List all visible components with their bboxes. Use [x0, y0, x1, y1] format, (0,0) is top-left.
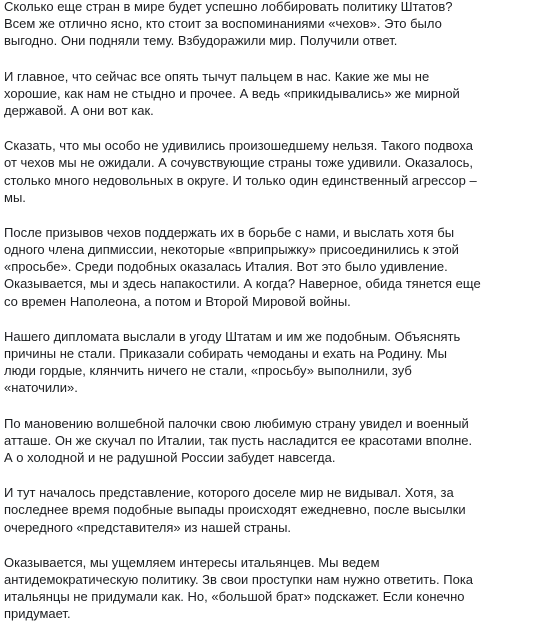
text-line: очередного «представителя» из нашей страны.	[4, 519, 292, 535]
paragraph	[4, 0, 537, 50]
text-line: антидемократическую политику. Зв свои проступки нам нужно ответить. Пока	[4, 571, 474, 587]
text-line: одного члена дипмиссии, некоторые «вприпрыжку» присоединились к этой	[4, 242, 459, 258]
text-line: А о холодной и не радушной России забудет навсегда.	[4, 449, 336, 465]
text-line: мы.	[4, 189, 26, 205]
paragraph	[4, 224, 537, 310]
text-line: выгодно. Они подняли тему. Взбудоражили мир. Получили ответ.	[4, 33, 398, 49]
paragraph	[4, 328, 537, 397]
text-line: Нашего дипломата выслали в угоду Штатам и им же подобным. Объяснять	[4, 328, 461, 344]
text-line: со времен Наполеона, а потом и Второй Мировой войны.	[4, 293, 351, 309]
text-line: И главное, что сейчас все опять тычут пальцем в нас. Какие же мы не	[4, 68, 430, 84]
text-line: хорошие, как нам не стыдно и прочее. А ведь «прикидывались» же мирной	[4, 85, 460, 101]
text-line: После призывов чехов поддержать их в борьбе с нами, и выслать хотя бы	[4, 224, 455, 240]
text-line: люди гордые, клянчить ничего не стали, «просьбу» выполнили, зуб	[4, 363, 412, 379]
paragraph	[4, 137, 537, 206]
text-line: итальянцы не придумали как. Но, «большой брат» подскажет. Если конечно	[4, 589, 465, 605]
paragraph	[4, 415, 537, 467]
text-line: Оказывается, мы ущемляем интересы итальянцев. Мы ведем	[4, 554, 380, 570]
text-line: атташе. Он же скучал по Италии, так пусть насладится ее красотами вполне.	[4, 432, 473, 448]
text-line: державой. А они вот как.	[4, 102, 154, 118]
text-line: И тут началось представление, которого доселе мир не видывал. Хотя, за	[4, 485, 454, 501]
text-line: Оказывается, мы и здесь напакостили. А когда? Наверное, обида тянется еще	[4, 276, 481, 292]
paragraph	[4, 554, 537, 622]
text-line: последнее время подобные выпады происходят ежедневно, после высылки	[4, 502, 466, 518]
text-line: «наточили».	[4, 380, 78, 396]
paragraph	[4, 68, 537, 120]
text-line: причины не стали. Приказали собирать чемоданы и ехать на Родину. Мы	[4, 346, 447, 361]
text-line: Всем же отлично ясно, кто стоит за воспоминаниями «чехов». Это было	[4, 16, 442, 32]
text-line: придумает.	[4, 606, 71, 622]
text-line: Сказать, что мы особо не удивились произошедшему нельзя. Такого подвоха	[4, 138, 473, 154]
text-line: «просьбе». Среди подобных оказалась Италия. Вот это было удивление.	[4, 259, 448, 275]
text-line: По мановению волшебной палочки свою любимую страну увидел и военный	[4, 415, 469, 431]
text-line: от чехов мы не ожидали. А сочувствующие страны тоже удивили. Оказалось,	[4, 155, 474, 171]
text-line: столько много недовольных в округе. И только один единственный агрессор –	[4, 172, 477, 188]
text-line: Сколько еще стран в мире будет успешно лоббировать политику Штатов?	[4, 0, 453, 14]
paragraph	[4, 484, 537, 536]
